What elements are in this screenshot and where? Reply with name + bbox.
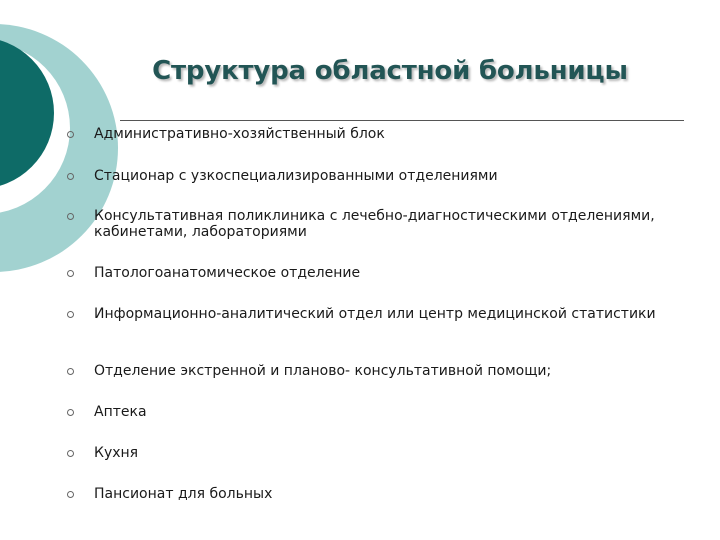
bullet-circle-icon xyxy=(67,491,74,498)
bullet-text: Аптека xyxy=(94,404,147,420)
bullet-text: Административно-хозяйственный блок xyxy=(94,126,385,142)
bullet-circle-icon xyxy=(67,368,74,375)
bullet-circle-icon xyxy=(67,311,74,318)
bullet-circle-icon xyxy=(67,173,74,180)
bullet-circle-icon xyxy=(67,409,74,416)
bullet-text: Отделение экстренной и планово- консультативной помощи; xyxy=(94,363,552,379)
bullet-circle-icon xyxy=(67,131,74,138)
bullet-text: Стационар с узкоспециализированными отделениями xyxy=(94,168,498,184)
bullet-text: Информационно-аналитический отдел или центр медицинской статистики xyxy=(94,306,656,322)
bullet-text: Пансионат для больных xyxy=(94,486,273,502)
bullet-text: Консультативная поликлиника с лечебно-диагностическими отделениями, кабинетами, лабораториями xyxy=(94,208,655,240)
bullet-circle-icon xyxy=(67,450,74,457)
slide-title: Структура областной больницы xyxy=(152,56,628,86)
bullet-text: Патологоанатомическое отделение xyxy=(94,265,361,281)
bullet-circle-icon xyxy=(67,270,74,277)
bullet-circle-icon xyxy=(67,213,74,220)
bullet-text: Кухня xyxy=(94,445,139,461)
